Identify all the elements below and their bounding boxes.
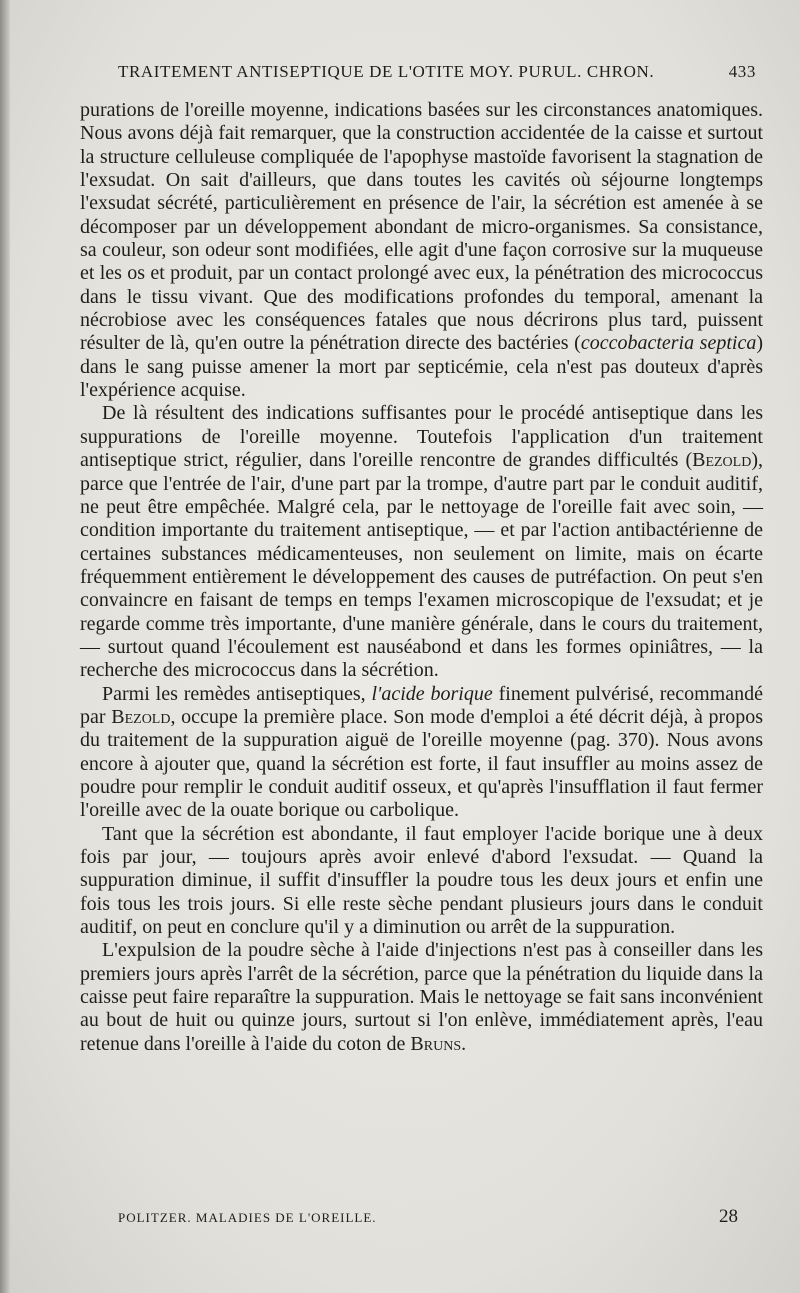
author-name: Bruns <box>410 1032 462 1055</box>
italic-term: coccobacteria septica <box>580 332 757 355</box>
author-name: Bezold <box>692 449 752 472</box>
signature-mark: 28 <box>719 1206 738 1227</box>
page-footer <box>118 1206 738 1227</box>
author-name: Bezold <box>111 705 171 728</box>
text-run: De là résultent des indications suffisantes pour le procédé antiseptique dans les suppurations de l'oreille moyenne. Toutefois l'application d'un traitement antiseptique strict, régulier, dans l'oreille rencontre de grandes difficultés ( <box>80 402 763 472</box>
text-run: ) dans le sang puisse amener la mort par septicémie, cela n'est pas douteux d'après l'expérience acquise. <box>80 332 763 402</box>
running-title: TRAITEMENT ANTISEPTIQUE DE L'OTITE MOY. PURUL. CHRON. <box>118 62 655 81</box>
paragraph <box>80 823 763 940</box>
paragraph <box>80 99 763 402</box>
text-run: L'expulsion de la poudre sèche à l'aide d'injections n'est pas à conseiller dans les premiers jours après l'arrêt de la sécrétion, parce que la pénétration du liquide dans la caisse peut faire reparaître la suppuration. Mais le nettoyage se fait sans inconvénient au bout de huit ou quinze jours, surtout si l'on enlève, immédiatement après, l'eau retenue dans l'oreille à l'aide du coton de <box>80 939 763 1055</box>
footer-book-line: POLITZER. MALADIES DE L'OREILLE. <box>118 1210 377 1225</box>
page-gutter-shadow <box>0 0 10 1293</box>
italic-term: l'acide borique <box>371 682 493 705</box>
paragraph <box>80 939 763 1056</box>
text-run: purations de l'oreille moyenne, indications basées sur les circonstances anatomiques. Nous avons déjà fait remarquer, que la construction accidentée de la caisse et surtout la structure celluleuse compliquée de l'apophyse mastoïde favorisent la stagnation de l'exsudat. On sait d'ailleurs, que dans toutes les cavités où séjourne longtemps l'exsudat sécrété, particulièrement en présence de l'air, la sécrétion est amenée à se décomposer par un développement abondant de micro-organismes. Sa consistance, sa couleur, son odeur sont modifiées, elle agit d'une façon corrosive sur la muqueuse et les os et produit, par un contact prolongé avec eux, la pénétration des micrococcus dans le tissu vivant. Que des modifications profondes du temporal, amenant la nécrobiose avec les conséquences fatales que nous décrirons plus tard, puissent résulter de là, qu'en outre la pénétration directe des bactéries ( <box>80 99 763 355</box>
paragraph <box>80 402 763 682</box>
text-run: Tant que la sécrétion est abondante, il faut employer l'acide borique une à deux fois par jour, — toujours après avoir enlevé d'abord l'exsudat. — Quand la suppuration diminue, il suffit d'insuffler la poudre tous les deux jours et enfin une fois tous les trois jours. Si elle reste sèche pendant plusieurs jours dans le conduit auditif, on peut en conclure qu'il y a diminution ou arrêt de la suppuration. <box>80 822 763 939</box>
running-header <box>118 62 756 82</box>
text-run: , occupe la première place. Son mode d'emploi a été décrit déjà, à propos du traitement de la suppuration aiguë de l'oreille moyenne (pag. 370). Nous avons encore à ajouter que, quand la sécrétion est forte, il faut insuffler au moins assez de poudre pour remplir le conduit auditif osseux, et qu'après l'insufflation il faut fermer l'oreille avec de la ouate borique ou carbolique. <box>80 705 763 822</box>
text-run: . <box>461 1032 467 1055</box>
text-run: ), parce que l'entrée de l'air, d'une part par la trompe, d'autre part par le conduit auditif, ne peut être empêchée. Malgré cela, par le nettoyage de l'oreille fait avec soin, — condition importante du traitement antiseptique, — et par l'action antibactérienne de certaines substances médicamenteuses, non seulement on limite, mais on écarte fréquemment entièrement le développement des causes de putréfaction. On peut s'en convaincre en faisant de temps en temps l'examen microscopique de l'exsudat; et je regarde comme très importante, d'une manière générale, dans le cours du traitement, — surtout quand l'écoulement est nauséabond et dans les formes opiniâtres, — la recherche des micrococcus dans la sécrétion. <box>80 449 763 682</box>
body-text <box>80 99 763 1056</box>
text-run: finement pulvérisé, recommandé par <box>80 682 763 728</box>
text-run: Parmi les remèdes antiseptiques, <box>102 682 372 705</box>
paragraph <box>80 683 763 823</box>
page-number: 433 <box>728 62 756 81</box>
